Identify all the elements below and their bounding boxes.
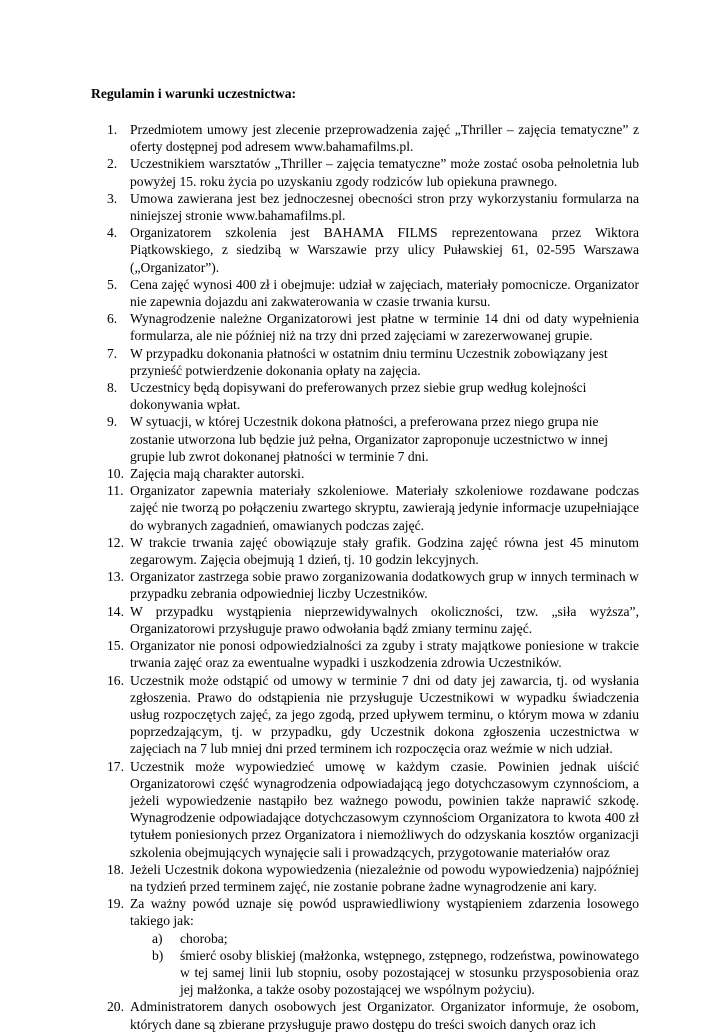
list-item	[91, 998, 639, 1032]
list-item	[91, 190, 639, 224]
item-text: Jeżeli Uczestnik dokona wypowiedzenia (niezależnie od powodu wypowiedzenia) najpóźniej na tydzień przed terminem zajęć, nie zostanie pobrane żadne wynagrodzenie ani kary.	[130, 861, 639, 894]
list-item	[91, 568, 639, 602]
item-number: 10.	[107, 466, 124, 482]
list-item	[91, 413, 639, 465]
list-item	[91, 155, 639, 189]
sub-item-text: śmierć osoby bliskiej (małżonka, wstępnego, zstępnego, rodzeństwa, powinowatego w tej samej linii lub stopniu, osoby pozostającej w stosunku przysposobienia oraz jej małżonka, a także osoby pozostającej we wspólnym pożyciu).	[180, 947, 639, 998]
item-number: 2.	[107, 156, 118, 172]
item-text: Umowa zawierana jest bez jednoczesnej obecności stron przy wykorzystaniu formularza na niniejszej stronie www.bahamafilms.pl.	[130, 190, 639, 224]
sub-item-letter: b)	[152, 947, 164, 963]
list-item	[91, 224, 639, 276]
list-item	[91, 345, 639, 379]
item-number: 16.	[107, 672, 124, 688]
item-number: 9.	[107, 414, 118, 430]
list-item	[91, 276, 639, 310]
item-text: Za ważny powód uznaje się powód usprawiedliwiony wystąpieniem zdarzenia losowego takiego jak:	[130, 896, 639, 929]
terms-list	[91, 121, 639, 1033]
item-text: Organizator nie ponosi odpowiedzialności za zguby i straty majątkowe poniesione w trakcie trwania zajęć oraz za ewentualne wypadki i uszkodzenia zdrowia Uczestników.	[130, 638, 639, 671]
item-number: 4.	[107, 225, 118, 241]
item-number: 3.	[107, 190, 118, 206]
list-item	[91, 534, 639, 568]
item-number: 7.	[107, 345, 118, 361]
item-number: 20.	[107, 999, 124, 1015]
item-number: 14.	[107, 603, 124, 619]
item-number: 13.	[107, 569, 124, 585]
sub-item-letter: a)	[152, 930, 163, 946]
item-number: 18.	[107, 861, 124, 877]
item-number: 6.	[107, 311, 118, 327]
list-item	[91, 379, 639, 413]
sub-list	[130, 930, 639, 999]
item-number: 17.	[107, 758, 124, 774]
item-text: Uczestnikiem warsztatów „Thriller – zajęcia tematyczne” może zostać osoba pełnoletnia lub powyżej 15. roku życia po uzyskaniu zgody rodziców lub opiekuna prawnego.	[130, 156, 639, 189]
item-text: W przypadku wystąpienia nieprzewidywalnych okoliczności, tzw. „siła wyższa”, Organizatorowi przysługuje prawo odwołania bądź zmiany terminu zajęć.	[130, 603, 639, 636]
item-number: 12.	[107, 534, 124, 550]
item-text: Uczestnicy będą dopisywani do preferowanych przez siebie grup według kolejności dokonywania wpłat.	[130, 380, 587, 413]
item-text: W przypadku dokonania płatności w ostatnim dniu terminu Uczestnik zobowiązany jest przynieść potwierdzenie dokonania opłaty na zajęcia.	[130, 345, 608, 378]
item-text: Przedmiotem umowy jest zlecenie przeprowadzenia zajęć „Thriller – zajęcia tematyczne” z oferty dostępnej pod adresem www.bahamafilms.pl.	[130, 122, 639, 155]
item-text: Administratorem danych osobowych jest Organizator. Organizator informuje, że osobom, których dane są zbierane przysługuje prawo dostępu do treści swoich danych oraz ich	[130, 999, 639, 1032]
list-item	[91, 861, 639, 895]
item-number: 8.	[107, 380, 118, 396]
item-number: 19.	[107, 896, 124, 912]
sub-list-item	[130, 947, 639, 999]
list-item	[91, 603, 639, 637]
list-item	[91, 637, 639, 671]
item-number: 5.	[107, 276, 118, 292]
item-text: Cena zajęć wynosi 400 zł i obejmuje: udział w zajęciach, materiały pomocnicze. Organizator nie zapewnia dojazdu ani zakwaterowania w czasie trwania kursu.	[130, 276, 639, 310]
item-number: 11.	[107, 483, 124, 499]
list-item	[91, 895, 639, 998]
item-text: W trakcie trwania zajęć obowiązuje stały grafik. Godzina zajęć równa jest 45 minutom zegarowym. Zajęcia obejmują 1 dzień, tj. 10 godzin lekcyjnych.	[130, 534, 639, 568]
sub-item-text: choroba;	[180, 930, 228, 946]
list-item	[91, 121, 639, 155]
document-title: Regulamin i warunki uczestnictwa:	[91, 86, 297, 101]
item-text: Uczestnik może wypowiedzieć umowę w każdym czasie. Powinien jednak uiścić Organizatorowi część wynagrodzenia odpowiadającą jego dotychczasowym czynnościom, a jeżeli wypowiedzenie nastąpiło bez ważnego powodu, powinien także naprawić szkodę. Wynagrodzenie odpowiadające dotychczasowym czynnościom Organizatora to kwota 400 zł tytułem poniesionych przez Organizatora i niemożliwych do odzyskania kosztów organizacji szkolenia obejmujących wynajęcie sali i prowadzących, przygotowanie materiałów oraz	[130, 758, 639, 860]
item-text: Uczestnik może odstąpić od umowy w terminie 7 dni od daty jej zawarcia, tj. od wysłania zgłoszenia. Prawo do odstąpienia nie przysługuje Uczestnikowi w wypadku świadczenia usług rozpoczętych zajęć, za jego zgodą, przed upływem terminu, o którym mowa w zdaniu poprzedzającym, tj. w przypadku, gdy Uczestnik dokona zgłoszenia uczestnictwa w zajęciach na 7 lub mniej dni przed terminem ich rozpoczęcia oraz weźmie w nich udział.	[130, 672, 639, 757]
item-text: Organizator zapewnia materiały szkoleniowe. Materiały szkoleniowe rozdawane podczas zajęć nie tworzą po połączeniu zwartego skryptu, zawierają jedynie informacje uzupełniające do wybranych zagadnień, omawianych podczas zajęć.	[130, 483, 639, 533]
list-item	[91, 758, 639, 861]
item-text: Zajęcia mają charakter autorski.	[130, 466, 305, 482]
item-number: 15.	[107, 638, 124, 654]
item-number: 1.	[107, 122, 118, 137]
item-text: Wynagrodzenie należne Organizatorowi jest płatne w terminie 14 dni od daty wypełnienia formularza, ale nie później niż na trzy dni przed zajęciami w zarezerwowanej grupie.	[130, 311, 639, 344]
item-text: Organizatorem szkolenia jest BAHAMA FILMS reprezentowana przez Wiktora Piątkowskiego, z siedzibą w Warszawie przy ulicy Puławskiej 61, 02-595 Warszawa („Organizator”).	[130, 225, 639, 275]
item-text: W sytuacji, w której Uczestnik dokona płatności, a preferowana przez niego grupa nie zostanie utworzona lub będzie już pełna, Organizator zaproponuje uczestnictwo w innej grupie lub zwrot dokonanej płatności w terminie 7 dni.	[130, 414, 608, 464]
list-item	[91, 482, 639, 534]
sub-list-item	[130, 930, 639, 947]
list-item	[91, 672, 639, 758]
list-item	[91, 465, 639, 482]
item-text: Organizator zastrzega sobie prawo zorganizowania dodatkowych grup w innych terminach w przypadku zebrania odpowiedniej liczby Uczestników.	[130, 569, 639, 602]
list-item	[91, 310, 639, 344]
